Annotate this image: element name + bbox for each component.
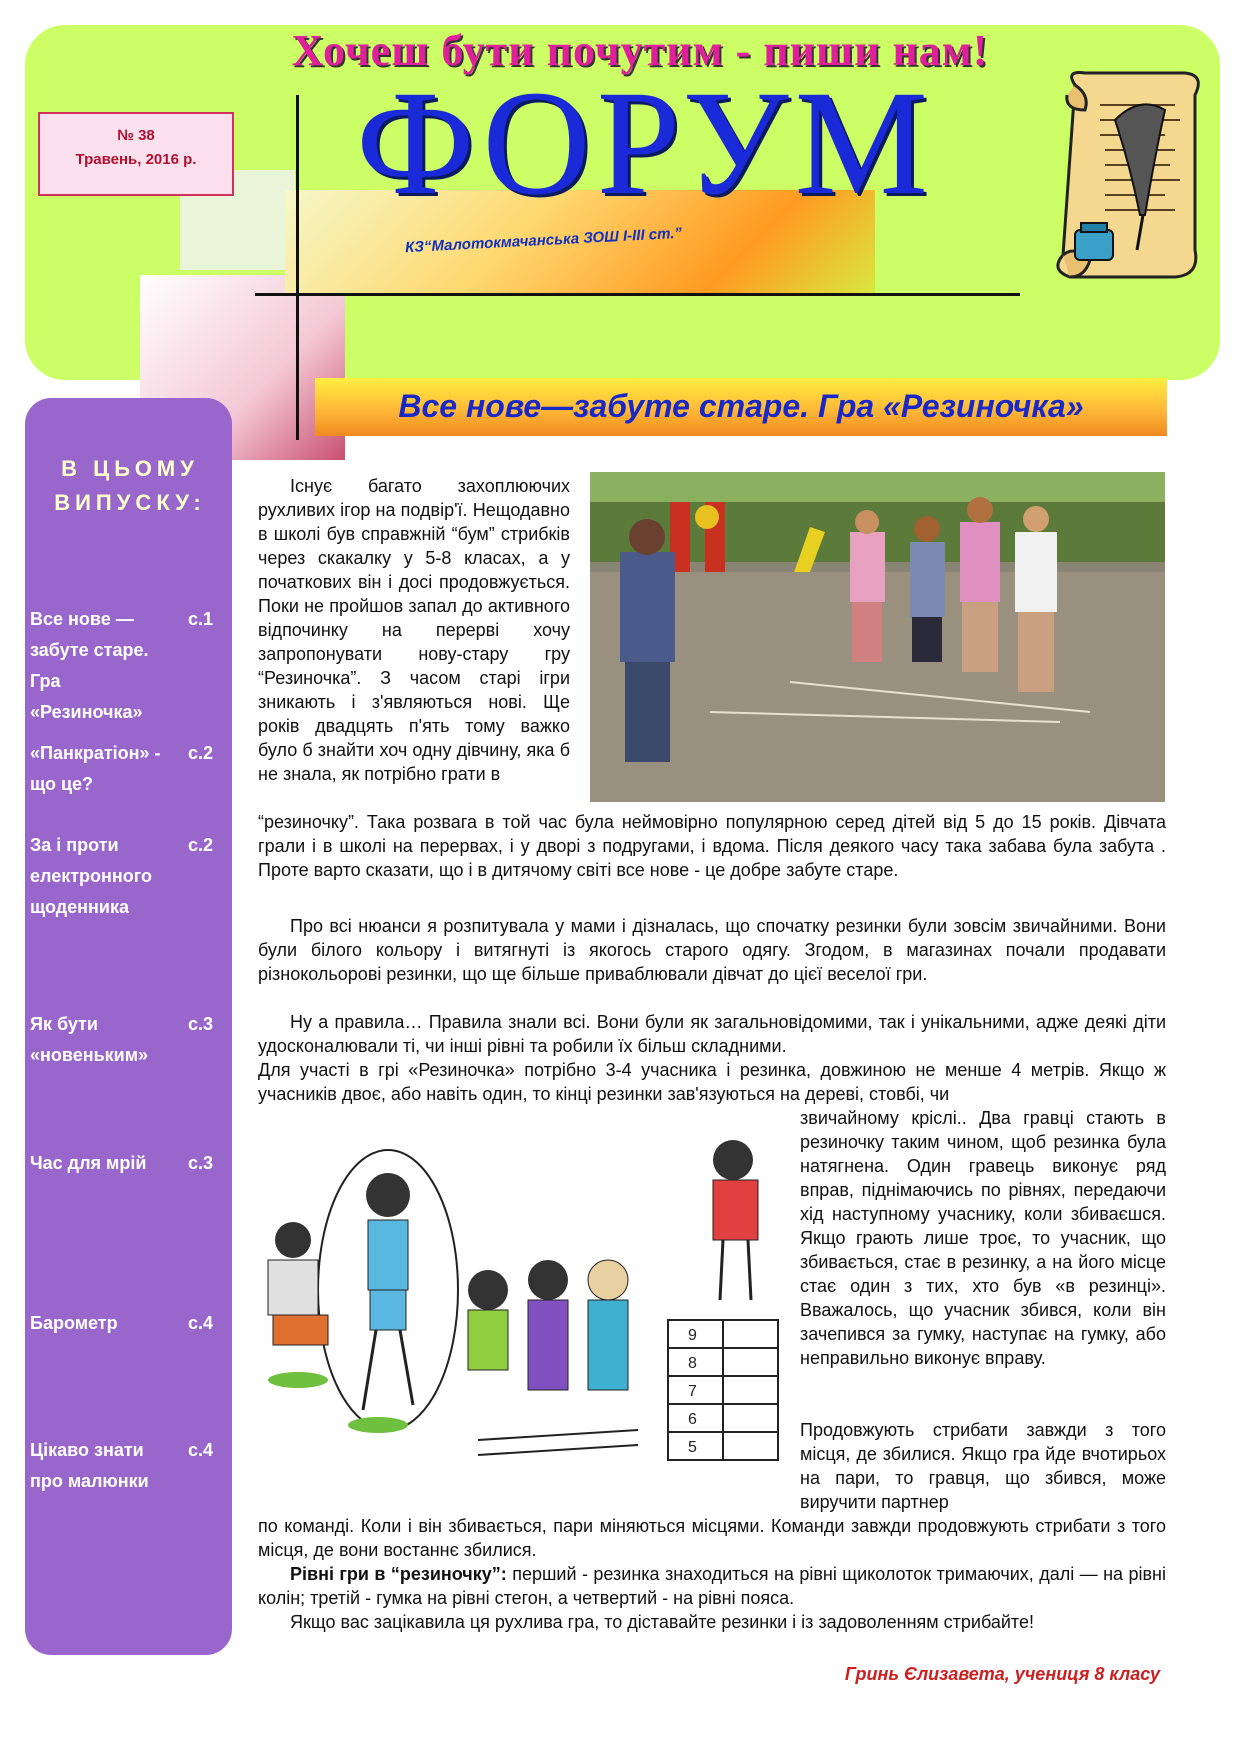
toc-item-title: Як бути «новеньким» [30, 1014, 149, 1065]
toc-item[interactable] [30, 604, 230, 728]
article-levels-paragraph [258, 1562, 1166, 1610]
article-closing-paragraph: Якщо вас зацікавила ця рухлива гра, то діставайте резинки і із задоволенням стрибайте! [290, 1612, 1034, 1632]
toc-item-page: с.1 [188, 609, 214, 629]
article-paragraph-3: Ну а правила… Правила знали всі. Вони були як загальновідомими, так і унікальними, адже деякі діти удосконалювали ті, чи інші рівні та робили їх більш складними. [258, 1012, 1166, 1056]
hopscotch-number: 7 [688, 1383, 697, 1400]
article-paragraph-2: Про всі нюанси я розпитувала у мами і дізналась, що спочатку резинки були зовсім звичайними. Вони були білого кольору і витягнуті із якогось старого одягу. Згодом, в магазинах почали продавати різнокольорові резинки, що ще більше приваблювали дівчат до цієї веселої гри. [258, 916, 1166, 984]
kids-drawing-illustration [258, 1140, 788, 1480]
toc-item-page: с.3 [188, 1153, 214, 1173]
toc-item-page: с.3 [188, 1014, 214, 1034]
article-headline: Все нове—забуте старе. Гра «Резиночка» [398, 388, 1084, 424]
issue-info-box [38, 112, 234, 196]
toc-item-title: Час для мрій [30, 1153, 147, 1173]
levels-text: перший - резинка знаходиться на рівні щиколоток тримаючих, далі — на рівні колін; третій - гумка на рівні стегон, а четвертий - на рівні пояса. [258, 1564, 1166, 1608]
article-paragraph-4a: Для участі в грі «Резиночка» потрібно 3-4 учасника і резинка, довжиною не менше 4 метрів. Якщо ж учасників двоє, або навіть один, то кінці резинки зав'язуються на дереві, стовбі, чи [258, 1060, 1166, 1104]
toc-item[interactable] [30, 1435, 230, 1497]
parchment-scroll-quill-icon [1045, 65, 1210, 285]
toc-item[interactable] [30, 738, 230, 800]
toc-item[interactable] [30, 830, 230, 923]
toc-item-title: «Панкратіон» - що це? [30, 743, 161, 794]
toc-item[interactable] [30, 1148, 230, 1179]
article-author: Гринь Єлизавета, учениця 8 класу [844, 1664, 1160, 1684]
toc-item[interactable] [30, 1308, 230, 1339]
hopscotch-number: 9 [688, 1327, 697, 1344]
sidebar-heading [40, 452, 220, 520]
decorative-horizontal-line [255, 293, 1020, 296]
issue-date: Травень, 2016 р. [75, 151, 197, 168]
toc-item-title: За і проти електронного щоденника [30, 835, 153, 917]
hopscotch-number: 6 [688, 1411, 697, 1428]
toc-item-title: Барометр [30, 1313, 118, 1333]
toc-item-title: Цікаво знати про малюнки [30, 1440, 149, 1491]
article-paragraph-1b: “резиночку”. Така розвага в той час була неймовірно популярною серед дітей від 5 до 15 років. Дівчата грали і в школі на перервах, і у дворі з подругами, і вдома. Після деякого часу така забава була забута . Проте варто сказати, що і в дитячому світі все нове - це добре забуте старе. [258, 812, 1166, 880]
toc-item[interactable] [30, 1009, 230, 1071]
toc-item-page: с.2 [188, 743, 214, 763]
issue-number: № 38 [117, 127, 155, 144]
masthead-slogan: Хочеш бути почутим - пиши нам! [291, 26, 989, 75]
playground-photo [590, 472, 1165, 802]
sidebar-heading-line2: ВИПУСКУ: [54, 490, 206, 515]
school-name: КЗ“Малотокмачанська ЗОШ І-ІІІ ст.” [404, 224, 683, 257]
toc-item-page: с.4 [188, 1440, 214, 1460]
toc-item-page: с.2 [188, 835, 214, 855]
toc-item-page: с.4 [188, 1313, 214, 1333]
article-paragraph-1a: Існує багато захоплюючих рухливих ігор на подвір'ї. Нещодавно в школі був справжній “бум” стрибків через скакалку у 5-8 класах, а у початкових він і досі продовжується. Поки не пройшов запал до активного відпочинку на перерві хочу запропонувати нову-стару гру “Резиночка”. З часом старі ігри зникають і з'являються нові. Ще років двадцять п'ять тому важко було б знайти хоч одну дівчину, яка б не знала, як потрібно грати в [258, 476, 570, 784]
article-paragraph-5a: Продовжують стрибати завжди з того місця, де збилися. Якщо гра йде вчотирьох на пари, то гравця, що збився, може виручити партнер [800, 1420, 1166, 1512]
newspaper-title: ФОРУМ [356, 60, 934, 226]
levels-label: Рівні гри в “резиночку”: [290, 1564, 507, 1584]
toc-item-title: Все нове — забуте старе. Гра «Резиночка» [30, 609, 149, 722]
article-paragraph-5b: по команді. Коли і він збивається, пари міняються місцями. Команди завжди продовжують стрибати з того місця, де вони востаннє збилися. [258, 1516, 1166, 1560]
article-paragraph-4b: звичайному кріслі.. Два гравці стають в резиночку таким чином, щоб резинка була натягнена. Один гравець виконує ряд вправ, піднімаючись по рівнях, передаючи хід наступному учаснику, коли збиваєшся. Якщо грають лише троє, то учасник, що збивається, стає в резинку, а на його місце стає один з тих, хто був «в резинці». Вважалось, що учасник збився, коли він зачепився за гумку, наступає на гумку, або неправильно виконує вправу. [800, 1108, 1166, 1368]
hopscotch-number: 5 [688, 1439, 697, 1456]
hopscotch-number: 8 [688, 1355, 697, 1372]
sidebar-heading-line1: В ЦЬОМУ [61, 456, 199, 481]
